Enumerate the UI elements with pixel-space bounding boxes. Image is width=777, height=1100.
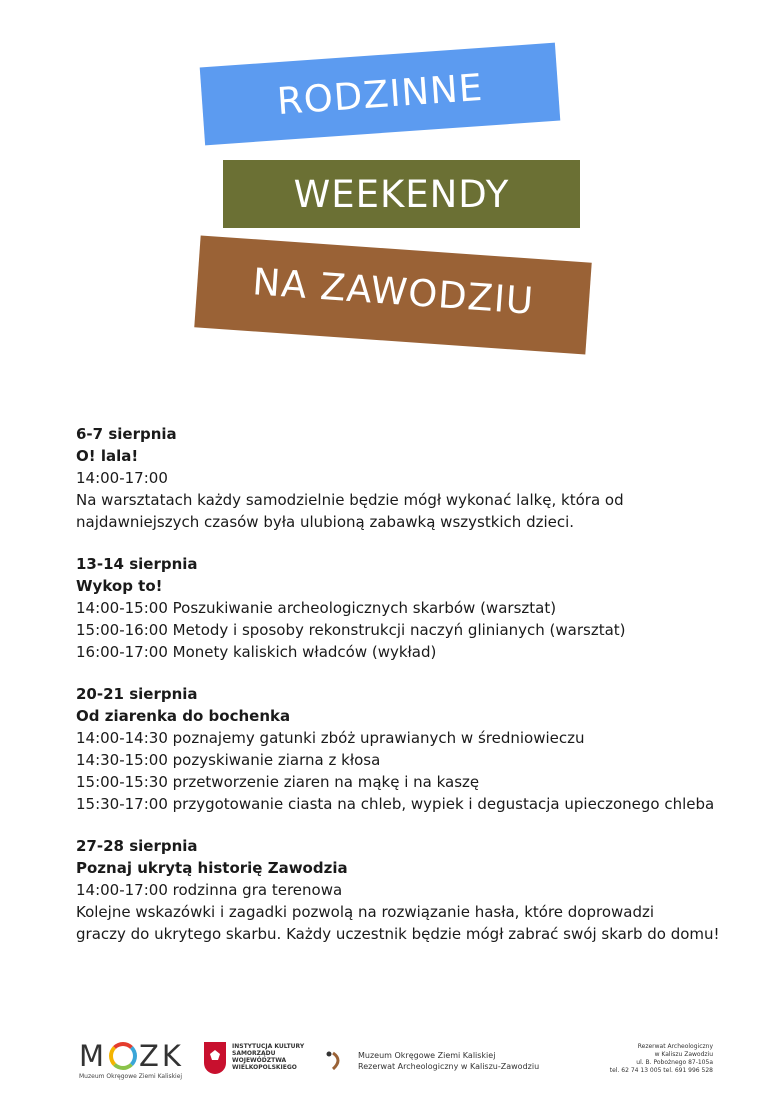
event-line: Kolejne wskazówki i zagadki pozwolą na rozwiązanie hasła, które doprowadzi xyxy=(76,903,655,921)
eagle-crest-icon xyxy=(204,1042,226,1074)
footer xyxy=(0,1030,777,1090)
event-section xyxy=(76,423,756,533)
event-line: 15:00-16:00 Metody i sposoby rekonstrukcji naczyń glinianych (warsztat) xyxy=(76,621,626,639)
banner-text-na-zawodziu: NA ZAWODZIU xyxy=(251,259,536,323)
event-line: 15:30-17:00 przygotowanie ciasta na chleb, wypiek i degustacja upieczonego chleba xyxy=(76,795,715,813)
event-date: 27-28 sierpnia xyxy=(76,837,198,855)
mozk-o-ring-icon xyxy=(109,1042,137,1070)
institution-line: WIELKOPOLSKIEGO xyxy=(232,1064,297,1071)
event-date: 20-21 sierpnia xyxy=(76,685,198,703)
event-line: najdawniejszych czasów była ulubioną zabawką wszystkich dzieci. xyxy=(76,513,575,531)
mozk-wordmark xyxy=(79,1041,184,1071)
institution-line: SAMORZĄDU WOJEWÓDZTWA xyxy=(232,1050,287,1064)
event-line: 14:00-17:00 rodzinna gra terenowa xyxy=(76,881,343,899)
address-line: Rezerwat Archeologiczny xyxy=(637,1043,713,1050)
event-title: Od ziarenka do bochenka xyxy=(76,707,291,725)
event-date: 13-14 sierpnia xyxy=(76,555,198,573)
museum-name xyxy=(358,1050,539,1072)
mozk-logo xyxy=(79,1041,184,1080)
event-title: O! lala! xyxy=(76,447,139,465)
mozk-letter-m: M xyxy=(79,1039,108,1073)
institution-label xyxy=(232,1043,312,1071)
event-section xyxy=(76,835,756,945)
event-line: 14:00-15:00 Poszukiwanie archeologicznych skarbów (warsztat) xyxy=(76,599,557,617)
reserve-logo-icon xyxy=(326,1050,344,1070)
event-date: 6-7 sierpnia xyxy=(76,425,177,443)
event-line: graczy do ukrytego skarbu. Każdy uczestnik będzie mógł zabrać swój skarb do domu! xyxy=(76,925,720,943)
event-title: Poznaj ukrytą historię Zawodzia xyxy=(76,859,348,877)
address-line: ul. B. Pobożnego 87-105a xyxy=(636,1059,713,1066)
event-line: 14:00-14:30 poznajemy gatunki zbóż uprawianych w średniowieczu xyxy=(76,729,585,747)
event-line: 15:00-15:30 przetworzenie ziaren na mąkę i na kaszę xyxy=(76,773,480,791)
event-section xyxy=(76,553,756,663)
banner-rodzinne xyxy=(200,43,561,146)
mozk-subtitle: Muzeum Okręgowe Ziemi Kaliskiej xyxy=(79,1073,183,1080)
event-title: Wykop to! xyxy=(76,577,163,595)
banner-weekendy xyxy=(223,160,580,228)
event-section xyxy=(76,683,756,815)
event-line: Na warsztatach każdy samodzielnie będzie mógł wykonać lalkę, która od xyxy=(76,491,624,509)
museum-line: Muzeum Okręgowe Ziemi Kaliskiej xyxy=(358,1051,496,1060)
address-line: w Kaliszu Zawodziu xyxy=(654,1051,713,1058)
event-schedule xyxy=(76,423,756,965)
event-line: 14:30-15:00 pozyskiwanie ziarna z kłosa xyxy=(76,751,381,769)
banner-na-zawodziu xyxy=(194,235,591,354)
address-block xyxy=(610,1043,713,1075)
mozk-letters-zk: ZK xyxy=(139,1039,184,1073)
address-line: tel. 62 74 13 005 tel. 691 996 528 xyxy=(609,1067,713,1074)
event-line: 16:00-17:00 Monety kaliskich władców (wykład) xyxy=(76,643,437,661)
banner-text-weekendy: WEEKENDY xyxy=(293,172,510,216)
museum-line: Rezerwat Archeologiczny w Kaliszu-Zawodziu xyxy=(358,1062,540,1071)
banner-text-rodzinne: RODZINNE xyxy=(275,65,485,123)
institution-line: INSTYTUCJA KULTURY xyxy=(232,1043,305,1050)
event-line: 14:00-17:00 xyxy=(76,469,168,487)
